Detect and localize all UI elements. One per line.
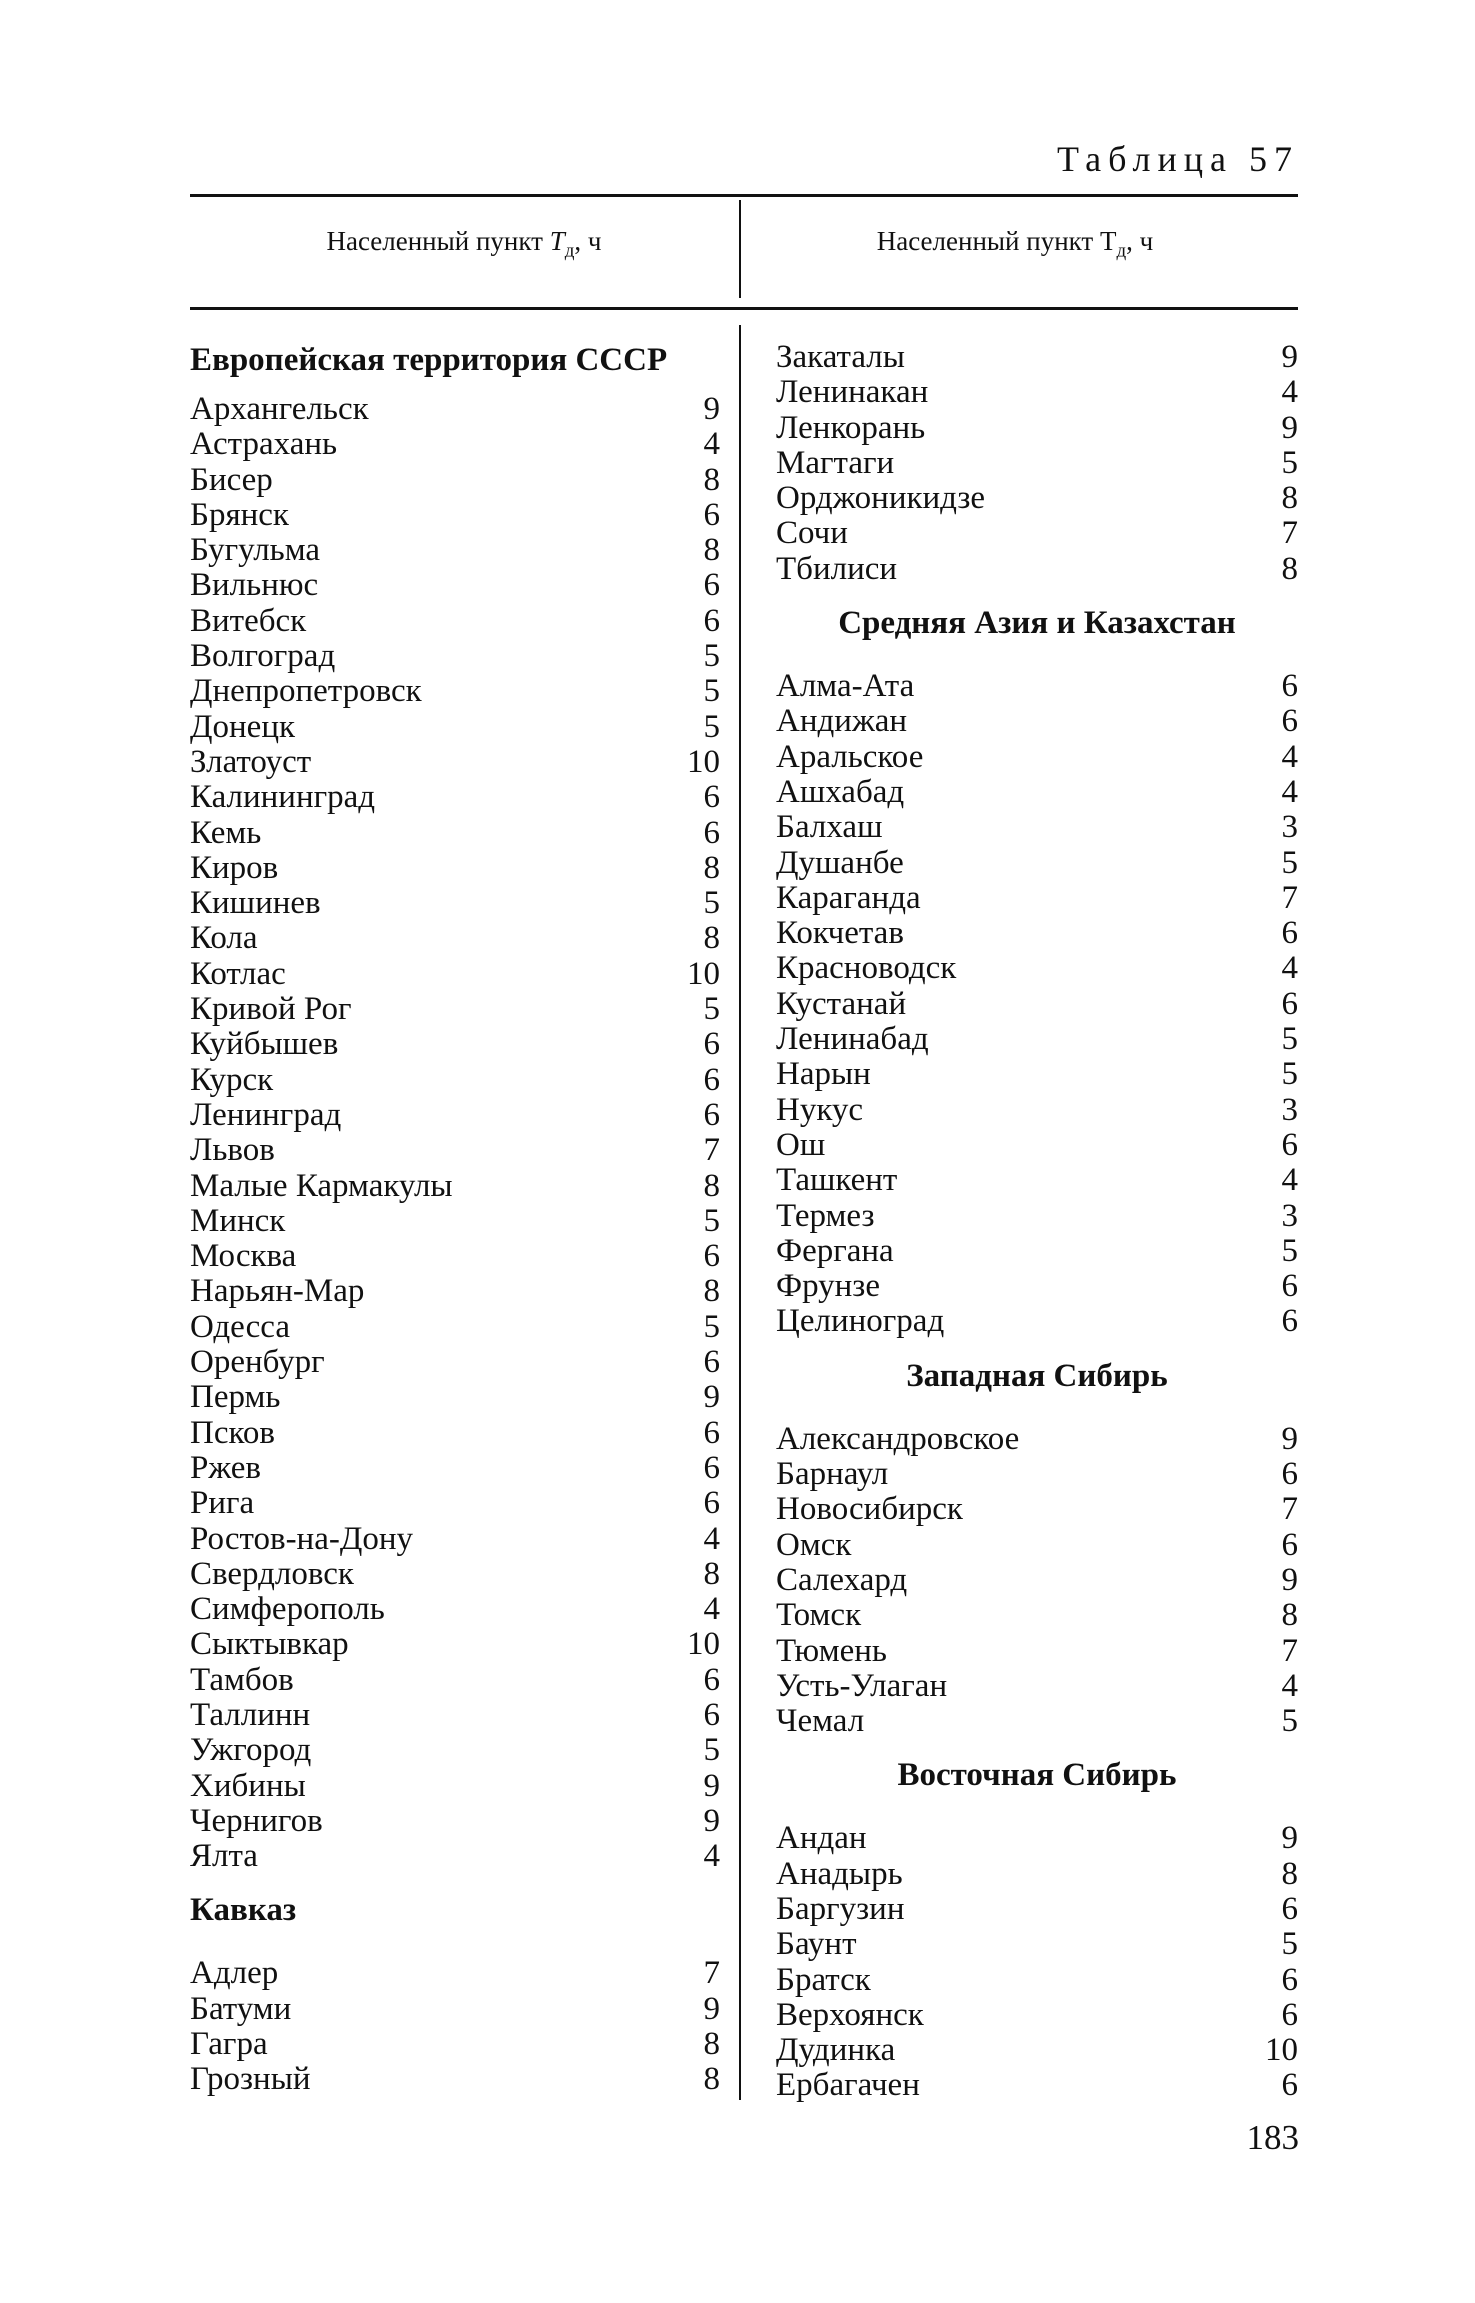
settlement-name: Симферополь [190, 1591, 385, 1628]
settlement-name: Витебск [190, 602, 307, 639]
td-value: 6 [703, 602, 720, 639]
td-value: 9 [1281, 1820, 1298, 1857]
table-row [190, 1345, 720, 1380]
table-row [190, 392, 720, 427]
td-value: 4 [703, 426, 720, 463]
td-value: 10 [687, 955, 720, 992]
td-value: 9 [703, 1379, 720, 1416]
td-value: 6 [1281, 1890, 1298, 1927]
td-value: 6 [1281, 1303, 1298, 1340]
td-value: 4 [703, 1591, 720, 1628]
section-title-central-asia: Средняя Азия и Казахстан [838, 605, 1236, 642]
header-right-unit: , ч [1126, 226, 1154, 256]
table-row [776, 481, 1298, 516]
settlement-name: Алма-Ата [776, 668, 915, 705]
header-right [741, 226, 1289, 262]
td-value: 6 [1281, 1961, 1298, 1998]
table-row [190, 1627, 720, 1662]
table-row [190, 1592, 720, 1627]
td-value: 8 [1281, 1855, 1298, 1892]
settlement-name: Курск [190, 1061, 274, 1098]
table-row [776, 1163, 1298, 1198]
td-value: 6 [703, 1096, 720, 1133]
settlement-name: Свердловск [190, 1555, 354, 1592]
settlement-name: Одесса [190, 1308, 290, 1345]
header-left-label: Населенный пункт [326, 226, 550, 256]
table-row [190, 568, 720, 603]
settlement-name: Магтаги [776, 444, 895, 481]
table-row [190, 1027, 720, 1062]
table-row [190, 1486, 720, 1521]
settlement-name: Томск [776, 1597, 862, 1634]
table-row [190, 921, 720, 956]
table-row [190, 2062, 720, 2097]
table-row [776, 1563, 1298, 1598]
column-divider [739, 325, 741, 2100]
top-rule [190, 194, 1298, 197]
settlement-name: Баунт [776, 1926, 857, 1963]
settlement-name: Ашхабад [776, 773, 905, 810]
td-value: 10 [1265, 2032, 1298, 2069]
td-value: 8 [703, 1555, 720, 1592]
table-row [776, 881, 1298, 916]
td-value: 9 [1281, 409, 1298, 446]
header-left-unit: , ч [574, 226, 602, 256]
section-rows-european-ussr [190, 392, 720, 1874]
td-value: 6 [1281, 668, 1298, 705]
settlement-name: Кокчетав [776, 915, 904, 952]
header-bottom-rule [190, 307, 1298, 310]
td-value: 6 [1281, 703, 1298, 740]
table-row [190, 780, 720, 815]
td-value: 6 [1281, 915, 1298, 952]
table-row [776, 1634, 1298, 1669]
section-title-west-siberia: Западная Сибирь [906, 1357, 1168, 1394]
td-value: 10 [687, 1626, 720, 1663]
table-row [190, 1557, 720, 1592]
td-value: 6 [703, 1696, 720, 1733]
table-row [190, 992, 720, 1027]
td-value: 4 [1281, 773, 1298, 810]
settlement-name: Таллинн [190, 1696, 311, 1733]
td-value: 6 [1281, 1268, 1298, 1305]
table-row [776, 1422, 1298, 1457]
settlement-name: Ербагачен [776, 2067, 920, 2104]
table-row [776, 516, 1298, 551]
settlement-name: Днепропетровск [190, 673, 422, 710]
td-value: 6 [1281, 1526, 1298, 1563]
td-value: 8 [703, 920, 720, 957]
table-row [776, 340, 1298, 375]
page-number: 183 [1246, 2118, 1299, 2157]
settlement-name: Вильнюс [190, 567, 319, 604]
settlement-name: Нарьян-Мар [190, 1273, 365, 1310]
settlement-name: Ленинабад [776, 1021, 929, 1058]
table-row [776, 375, 1298, 410]
td-value: 6 [703, 1485, 720, 1522]
settlement-name: Малые Кармакулы [190, 1167, 453, 1204]
table-row [776, 951, 1298, 986]
td-value: 5 [1281, 1703, 1298, 1740]
settlement-name: Новосибирск [776, 1491, 963, 1528]
table-row [776, 916, 1298, 951]
table-row [190, 1451, 720, 1486]
table-row [190, 1839, 720, 1874]
table-row [776, 1598, 1298, 1633]
td-value: 9 [703, 391, 720, 427]
table-row [776, 1128, 1298, 1163]
td-value: 4 [1281, 1667, 1298, 1704]
settlement-name: Ташкент [776, 1162, 898, 1199]
table-row [190, 1663, 720, 1698]
table-row [776, 1057, 1298, 1092]
table-row [190, 1804, 720, 1839]
settlement-name: Целиноград [776, 1303, 945, 1340]
table-row [776, 704, 1298, 739]
settlement-name: Аральское [776, 738, 924, 775]
td-value: 6 [703, 1661, 720, 1698]
settlement-name: Закаталы [776, 339, 905, 375]
table-row [190, 1992, 720, 2027]
table-row [776, 411, 1298, 446]
settlement-name: Оренбург [190, 1344, 325, 1381]
settlement-name: Андан [776, 1820, 867, 1857]
settlement-name: Нарын [776, 1056, 871, 1093]
settlement-name: Куйбышев [190, 1026, 339, 1063]
td-value: 6 [703, 1238, 720, 1275]
settlement-name: Ленкорань [776, 409, 926, 446]
settlement-name: Ош [776, 1126, 826, 1163]
section-rows-caucasus [190, 1956, 720, 2097]
table-row [776, 1927, 1298, 1962]
td-value: 9 [1281, 339, 1298, 375]
td-value: 5 [703, 708, 720, 745]
right-column [776, 340, 1298, 2104]
table-row [776, 1821, 1298, 1856]
table-row [776, 1998, 1298, 2033]
section-title-east-siberia: Восточная Сибирь [897, 1757, 1177, 1794]
table-row [190, 1310, 720, 1345]
td-value: 4 [1281, 374, 1298, 411]
td-value: 4 [1281, 1162, 1298, 1199]
td-value: 8 [1281, 550, 1298, 587]
table-row [190, 1733, 720, 1768]
settlement-name: Архангельск [190, 391, 369, 427]
td-value: 5 [1281, 1926, 1298, 1963]
td-value: 8 [1281, 1597, 1298, 1634]
settlement-name: Пермь [190, 1379, 281, 1416]
table-row [190, 816, 720, 851]
td-value: 8 [703, 1167, 720, 1204]
td-value: 5 [1281, 1056, 1298, 1093]
td-value: 3 [1281, 809, 1298, 846]
td-value: 8 [703, 461, 720, 498]
table-row [776, 1704, 1298, 1739]
settlement-name: Волгоград [190, 638, 336, 675]
table-row [190, 1416, 720, 1451]
settlement-name: Батуми [190, 1990, 292, 2027]
table-row [776, 1304, 1298, 1339]
settlement-name: Нукус [776, 1091, 864, 1128]
td-value: 5 [703, 885, 720, 922]
table-row [190, 1098, 720, 1133]
table-row [190, 1239, 720, 1274]
settlement-name: Тамбов [190, 1661, 294, 1698]
td-value: 6 [703, 1061, 720, 1098]
settlement-name: Златоуст [190, 743, 312, 780]
table-row [776, 846, 1298, 881]
table-row [776, 1093, 1298, 1128]
settlement-name: Анадырь [776, 1855, 903, 1892]
table-row [190, 1169, 720, 1204]
td-value: 4 [703, 1838, 720, 1875]
td-value: 9 [1281, 1561, 1298, 1598]
table-row [190, 1522, 720, 1557]
settlement-name: Андижан [776, 703, 908, 740]
table-title: Таблица 57 [1057, 139, 1299, 179]
settlement-name: Ленинакан [776, 374, 929, 411]
settlement-name: Бугульма [190, 532, 321, 569]
td-value: 8 [703, 2061, 720, 2098]
settlement-name: Верхоянск [776, 1996, 924, 2033]
settlement-name: Донецк [190, 708, 296, 745]
settlement-name: Фрунзе [776, 1268, 880, 1305]
table-row [190, 463, 720, 498]
td-value: 6 [703, 1449, 720, 1486]
td-value: 6 [1281, 985, 1298, 1022]
td-value: 6 [703, 567, 720, 604]
section-title-caucasus: Кавказ [190, 1892, 297, 1929]
settlement-name: Астрахань [190, 426, 338, 463]
settlement-name: Ужгород [190, 1732, 312, 1769]
section-rows-east-siberia [776, 1821, 1298, 2103]
td-value: 7 [1281, 1491, 1298, 1528]
settlement-name: Дудинка [776, 2032, 896, 2069]
td-value: 7 [703, 1132, 720, 1169]
header-right-subscript: д [1116, 240, 1127, 262]
table-row [776, 2033, 1298, 2068]
td-value: 9 [703, 1802, 720, 1839]
table-row [190, 427, 720, 462]
settlement-name: Балхаш [776, 809, 883, 846]
table-row [190, 604, 720, 639]
header-left-symbol: T [549, 226, 565, 256]
table-row [190, 498, 720, 533]
table-row [190, 957, 720, 992]
td-value: 6 [1281, 2067, 1298, 2104]
settlement-name: Киров [190, 849, 279, 886]
table-row [776, 1022, 1298, 1057]
td-value: 4 [1281, 738, 1298, 775]
td-value: 7 [703, 1955, 720, 1992]
table-row [776, 1963, 1298, 1998]
settlement-name: Фергана [776, 1232, 894, 1269]
td-value: 8 [703, 849, 720, 886]
td-value: 5 [1281, 844, 1298, 881]
table-row [190, 533, 720, 568]
td-value: 7 [1281, 879, 1298, 916]
settlement-name: Котлас [190, 955, 286, 992]
table-row [776, 775, 1298, 810]
table-row [776, 669, 1298, 704]
settlement-name: Сочи [776, 515, 848, 552]
settlement-name: Тбилиси [776, 550, 898, 587]
table-row [776, 1269, 1298, 1304]
td-value: 6 [703, 814, 720, 851]
settlement-name: Красноводск [776, 950, 957, 987]
table-row [776, 810, 1298, 845]
table-row [776, 1234, 1298, 1269]
table-row [776, 446, 1298, 481]
header-left [190, 226, 738, 262]
td-value: 6 [703, 1414, 720, 1451]
table-row [776, 1457, 1298, 1492]
table-row [776, 740, 1298, 775]
settlement-name: Бисер [190, 461, 273, 498]
td-value: 4 [1281, 950, 1298, 987]
settlement-name: Баргузин [776, 1890, 905, 1927]
table-row [190, 886, 720, 921]
table-row [190, 2027, 720, 2062]
td-value: 6 [703, 779, 720, 816]
settlement-name: Чернигов [190, 1802, 323, 1839]
td-value: 5 [703, 1308, 720, 1345]
settlement-name: Душанбе [776, 844, 904, 881]
table-row [190, 745, 720, 780]
td-value: 5 [1281, 1021, 1298, 1058]
table-row [776, 1492, 1298, 1527]
td-value: 6 [703, 1344, 720, 1381]
td-value: 8 [1281, 480, 1298, 517]
settlement-name: Орджоникидзе [776, 480, 986, 517]
table-row [190, 1698, 720, 1733]
table-row [776, 1669, 1298, 1704]
td-value: 6 [703, 496, 720, 533]
settlement-name: Брянск [190, 496, 289, 533]
settlement-name: Чемал [776, 1703, 865, 1740]
settlement-name: Термез [776, 1197, 875, 1234]
table-row [776, 2068, 1298, 2103]
settlement-name: Караганда [776, 879, 921, 916]
td-value: 6 [1281, 1126, 1298, 1163]
settlement-name: Львов [190, 1132, 275, 1169]
td-value: 5 [703, 1202, 720, 1239]
table-row [190, 1063, 720, 1098]
settlement-name: Омск [776, 1526, 852, 1563]
settlement-name: Сыктывкар [190, 1626, 349, 1663]
table-row [776, 1528, 1298, 1563]
td-value: 6 [703, 1026, 720, 1063]
td-value: 5 [703, 673, 720, 710]
header-right-label: Населенный пункт [876, 226, 1100, 256]
table-row [190, 1133, 720, 1168]
table-row [190, 1769, 720, 1804]
settlement-name: Братск [776, 1961, 871, 1998]
table-row [776, 552, 1298, 587]
table-row [190, 1956, 720, 1991]
settlement-name: Кемь [190, 814, 262, 851]
settlement-name: Кишинев [190, 885, 321, 922]
td-value: 8 [703, 2026, 720, 2063]
settlement-name: Псков [190, 1414, 275, 1451]
td-value: 7 [1281, 515, 1298, 552]
table-row [190, 1380, 720, 1415]
settlement-name: Ржев [190, 1449, 261, 1486]
settlement-name: Ленинград [190, 1096, 342, 1133]
settlement-name: Адлер [190, 1955, 279, 1992]
table-row [776, 1199, 1298, 1234]
settlement-name: Калининград [190, 779, 376, 816]
table-row [190, 1274, 720, 1309]
td-value: 8 [703, 1273, 720, 1310]
td-value: 3 [1281, 1197, 1298, 1234]
settlement-name: Кола [190, 920, 258, 957]
table-row [776, 1857, 1298, 1892]
table-row [776, 1892, 1298, 1927]
td-value: 3 [1281, 1091, 1298, 1128]
settlement-name: Кривой Рог [190, 991, 352, 1028]
settlement-name: Ростов-на-Дону [190, 1520, 414, 1557]
td-value: 5 [703, 638, 720, 675]
settlement-name: Салехард [776, 1561, 908, 1598]
td-value: 7 [1281, 1632, 1298, 1669]
table-row [190, 1204, 720, 1239]
table-row [776, 987, 1298, 1022]
td-value: 6 [1281, 1456, 1298, 1493]
table-row [190, 851, 720, 886]
table-row [190, 639, 720, 674]
section-rows-west-siberia [776, 1422, 1298, 1740]
td-value: 5 [703, 1732, 720, 1769]
settlement-name: Кустанай [776, 985, 907, 1022]
section-rows-central-asia [776, 669, 1298, 1340]
td-value: 10 [687, 743, 720, 780]
td-value: 8 [703, 532, 720, 569]
settlement-name: Гагра [190, 2026, 268, 2063]
td-value: 9 [1281, 1420, 1298, 1457]
settlement-name: Усть-Улаган [776, 1667, 948, 1704]
settlement-name: Грозный [190, 2061, 311, 2098]
td-value: 9 [703, 1767, 720, 1804]
header-right-symbol: T [1099, 226, 1117, 256]
section-rows-caucasus-continued [776, 340, 1298, 587]
settlement-name: Минск [190, 1202, 286, 1239]
td-value: 5 [703, 991, 720, 1028]
td-value: 5 [1281, 444, 1298, 481]
header-left-subscript: д [564, 240, 575, 262]
settlement-name: Москва [190, 1238, 297, 1275]
settlement-name: Ялта [190, 1838, 258, 1875]
table-row [190, 710, 720, 745]
settlement-name: Рига [190, 1485, 255, 1522]
td-value: 6 [1281, 1996, 1298, 2033]
td-value: 9 [703, 1990, 720, 2027]
td-value: 5 [1281, 1232, 1298, 1269]
section-title-european-ussr: Европейская территория СССР [190, 342, 668, 378]
settlement-name: Тюмень [776, 1632, 887, 1669]
table-row [190, 674, 720, 709]
left-column [190, 340, 720, 2098]
settlement-name: Хибины [190, 1767, 306, 1804]
td-value: 4 [703, 1520, 720, 1557]
settlement-name: Барнаул [776, 1456, 889, 1493]
settlement-name: Александровское [776, 1420, 1020, 1457]
